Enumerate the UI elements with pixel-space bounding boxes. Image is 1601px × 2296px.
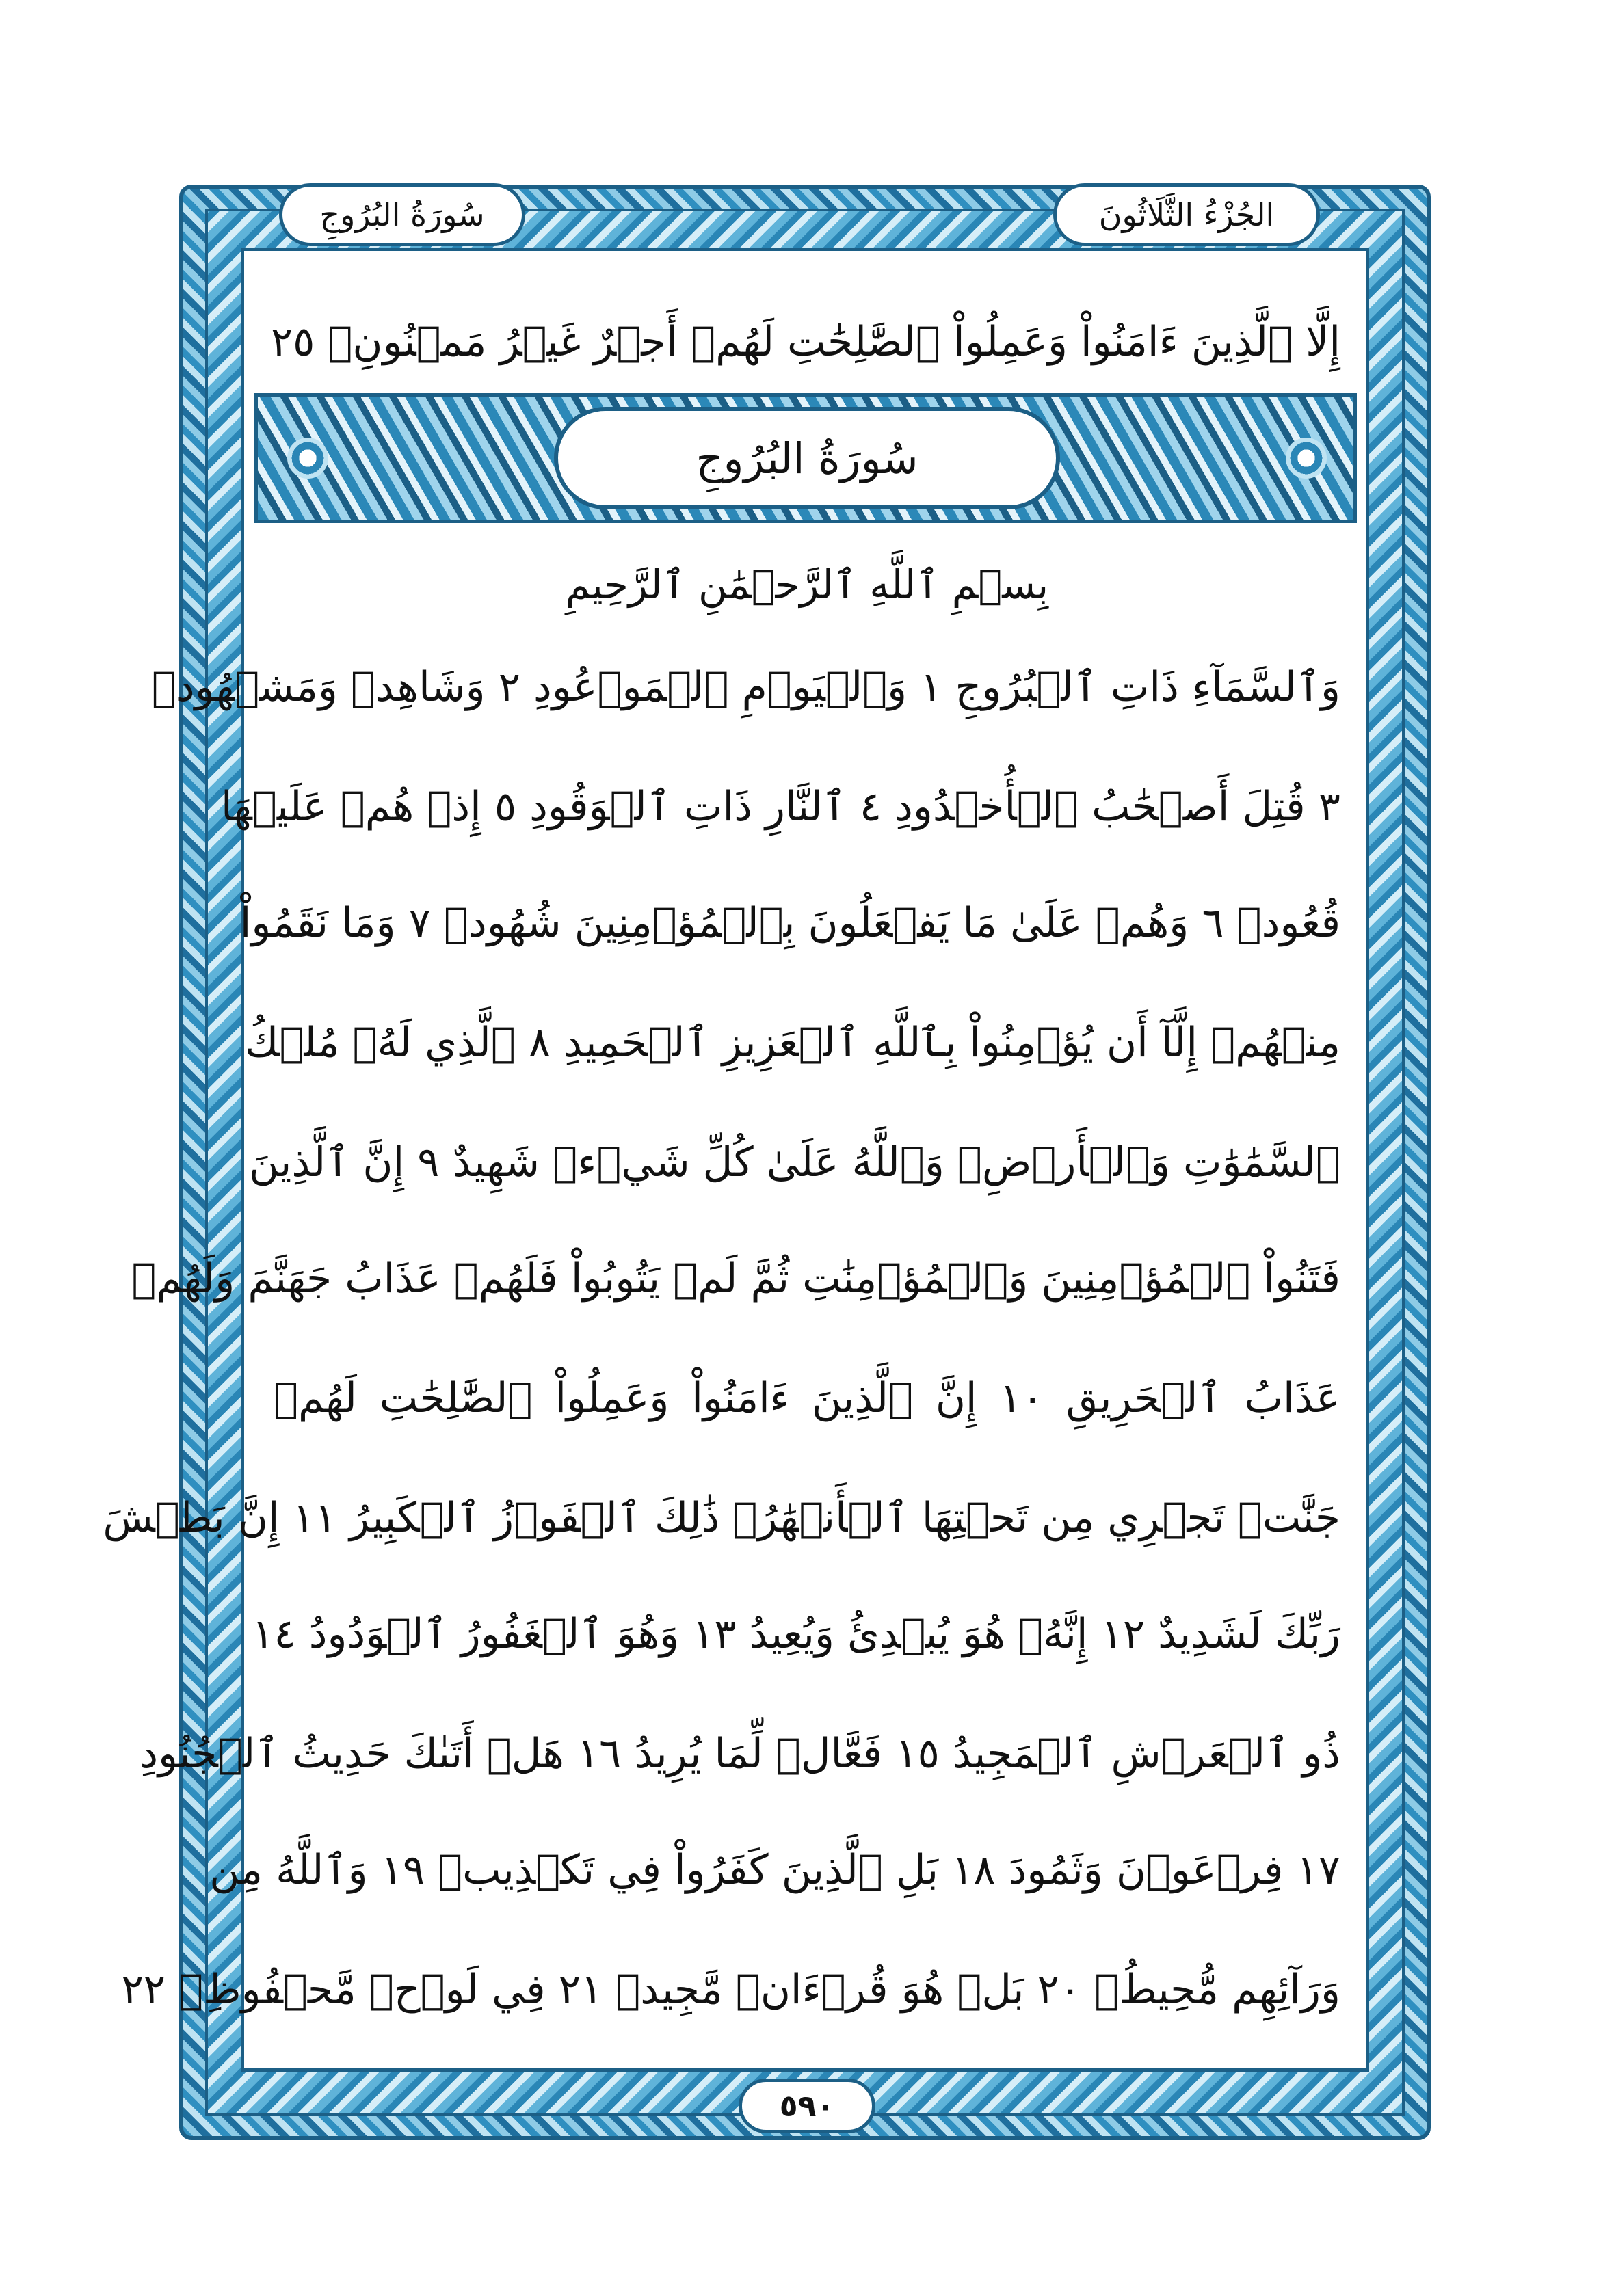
basmala: بِسۡمِ ٱللَّهِ ٱلرَّحۡمَٰنِ ٱلرَّحِيمِ (565, 561, 1049, 608)
verse-line-text: إِلَّا ٱلَّذِينَ ءَامَنُواْ وَعَمِلُواْ ٱلصَّٰلِحَٰتِ لَهُمۡ أَجۡرٌ غَيۡرُ مَمۡنُونِۭ ٢٥ (270, 318, 1340, 366)
verse-line (121, 1949, 1340, 2031)
verse-line-text: عَذَابُ ٱلۡحَرِيقِ ١٠ إِنَّ ٱلَّذِينَ ءَامَنُواْ وَعَمِلُواْ ٱلصَّٰلِحَٰتِ لَهُمۡ (274, 1374, 1340, 1422)
verse-line (249, 1121, 1340, 1203)
verse-line (244, 1002, 1340, 1084)
surah-title: سُورَةُ البُرُوجِ (554, 407, 1060, 509)
verse-line-text: قُعُودٞ ٦ وَهُمۡ عَلَىٰ مَا يَفۡعَلُونَ بِٱلۡمُؤۡمِنِينَ شُهُودٞ ٧ وَمَا نَقَمُواْ (239, 899, 1340, 947)
verse-line (274, 1357, 1340, 1439)
verse-line (220, 766, 1340, 848)
verse-line-text: ١٧ فِرۡعَوۡنَ وَثَمُودَ ١٨ بَلِ ٱلَّذِينَ كَفَرُواْ فِي تَكۡذِيبٖ ١٩ وَٱللَّهُ مِن (209, 1846, 1340, 1894)
header-juz-name: الجُزْءُ الثَّلَاثُونَ (1053, 183, 1320, 246)
verse-line (239, 882, 1340, 964)
verse-line-text: وَٱلسَّمَآءِ ذَاتِ ٱلۡبُرُوجِ ١ وَٱلۡيَوۡمِ ٱلۡمَوۡعُودِ ٢ وَشَاهِدٖ وَمَشۡهُودٖ (151, 663, 1340, 711)
verse-line (151, 646, 1340, 728)
verse-line (140, 1713, 1340, 1795)
verse-line (103, 1477, 1340, 1559)
verse-line-text: رَبِّكَ لَشَدِيدٌ ١٢ إِنَّهُۥ هُوَ يُبۡدِئُ وَيُعِيدُ ١٣ وَهُوَ ٱلۡغَفُورُ ٱلۡوَدُودُ ١٤ (252, 1610, 1340, 1658)
verse-line (131, 1238, 1340, 1320)
verse-line-text: ٣ قُتِلَ أَصۡحَٰبُ ٱلۡأُخۡدُودِ ٤ ٱلنَّارِ ذَاتِ ٱلۡوَقُودِ ٥ إِذۡ هُمۡ عَلَيۡهَا (220, 783, 1340, 831)
verse-line-text: ذُو ٱلۡعَرۡشِ ٱلۡمَجِيدُ ١٥ فَعَّالٞ لِّمَا يُرِيدُ ١٦ هَلۡ أَتَىٰكَ حَدِيثُ ٱلۡجُنُودِ (140, 1730, 1340, 1778)
ornament-medallion-icon (287, 438, 328, 479)
verse-line (252, 1593, 1340, 1675)
header-surah-name: سُورَةُ البُرُوجِ (279, 183, 525, 246)
verse-line-text: مِنۡهُمۡ إِلَّآ أَن يُؤۡمِنُواْ بِٱللَّهِ ٱلۡعَزِيزِ ٱلۡحَمِيدِ ٨ ٱلَّذِي لَهُۥ مُلۡكُ (244, 1019, 1340, 1067)
verse-line-text: جَنَّٰتٞ تَجۡرِي مِن تَحۡتِهَا ٱلۡأَنۡهَٰرُۚ ذَٰلِكَ ٱلۡفَوۡزُ ٱلۡكَبِيرُ ١١ إِنَّ بَطۡشَ (103, 1494, 1340, 1542)
verse-line (209, 1829, 1340, 1911)
verse-line-top (270, 301, 1340, 383)
verse-line-text: ٱلسَّمَٰوَٰتِ وَٱلۡأَرۡضِۚ وَٱللَّهُ عَلَىٰ كُلِّ شَيۡءٖ شَهِيدٌ ٩ إِنَّ ٱلَّذِينَ (249, 1138, 1340, 1186)
verse-line-text: وَرَآئِهِم مُّحِيطُۢ ٢٠ بَلۡ هُوَ قُرۡءَانٞ مَّجِيدٞ ٢١ فِي لَوۡحٖ مَّحۡفُوظِۭ ٢٢ (121, 1966, 1340, 2014)
ornament-medallion-icon (1286, 438, 1327, 479)
verse-line-text: فَتَنُواْ ٱلۡمُؤۡمِنِينَ وَٱلۡمُؤۡمِنَٰتِ ثُمَّ لَمۡ يَتُوبُواْ فَلَهُمۡ عَذَابُ جَهَنَّمَ وَلَهُمۡ (131, 1255, 1340, 1303)
page-number: ٥٩٠ (739, 2079, 875, 2133)
